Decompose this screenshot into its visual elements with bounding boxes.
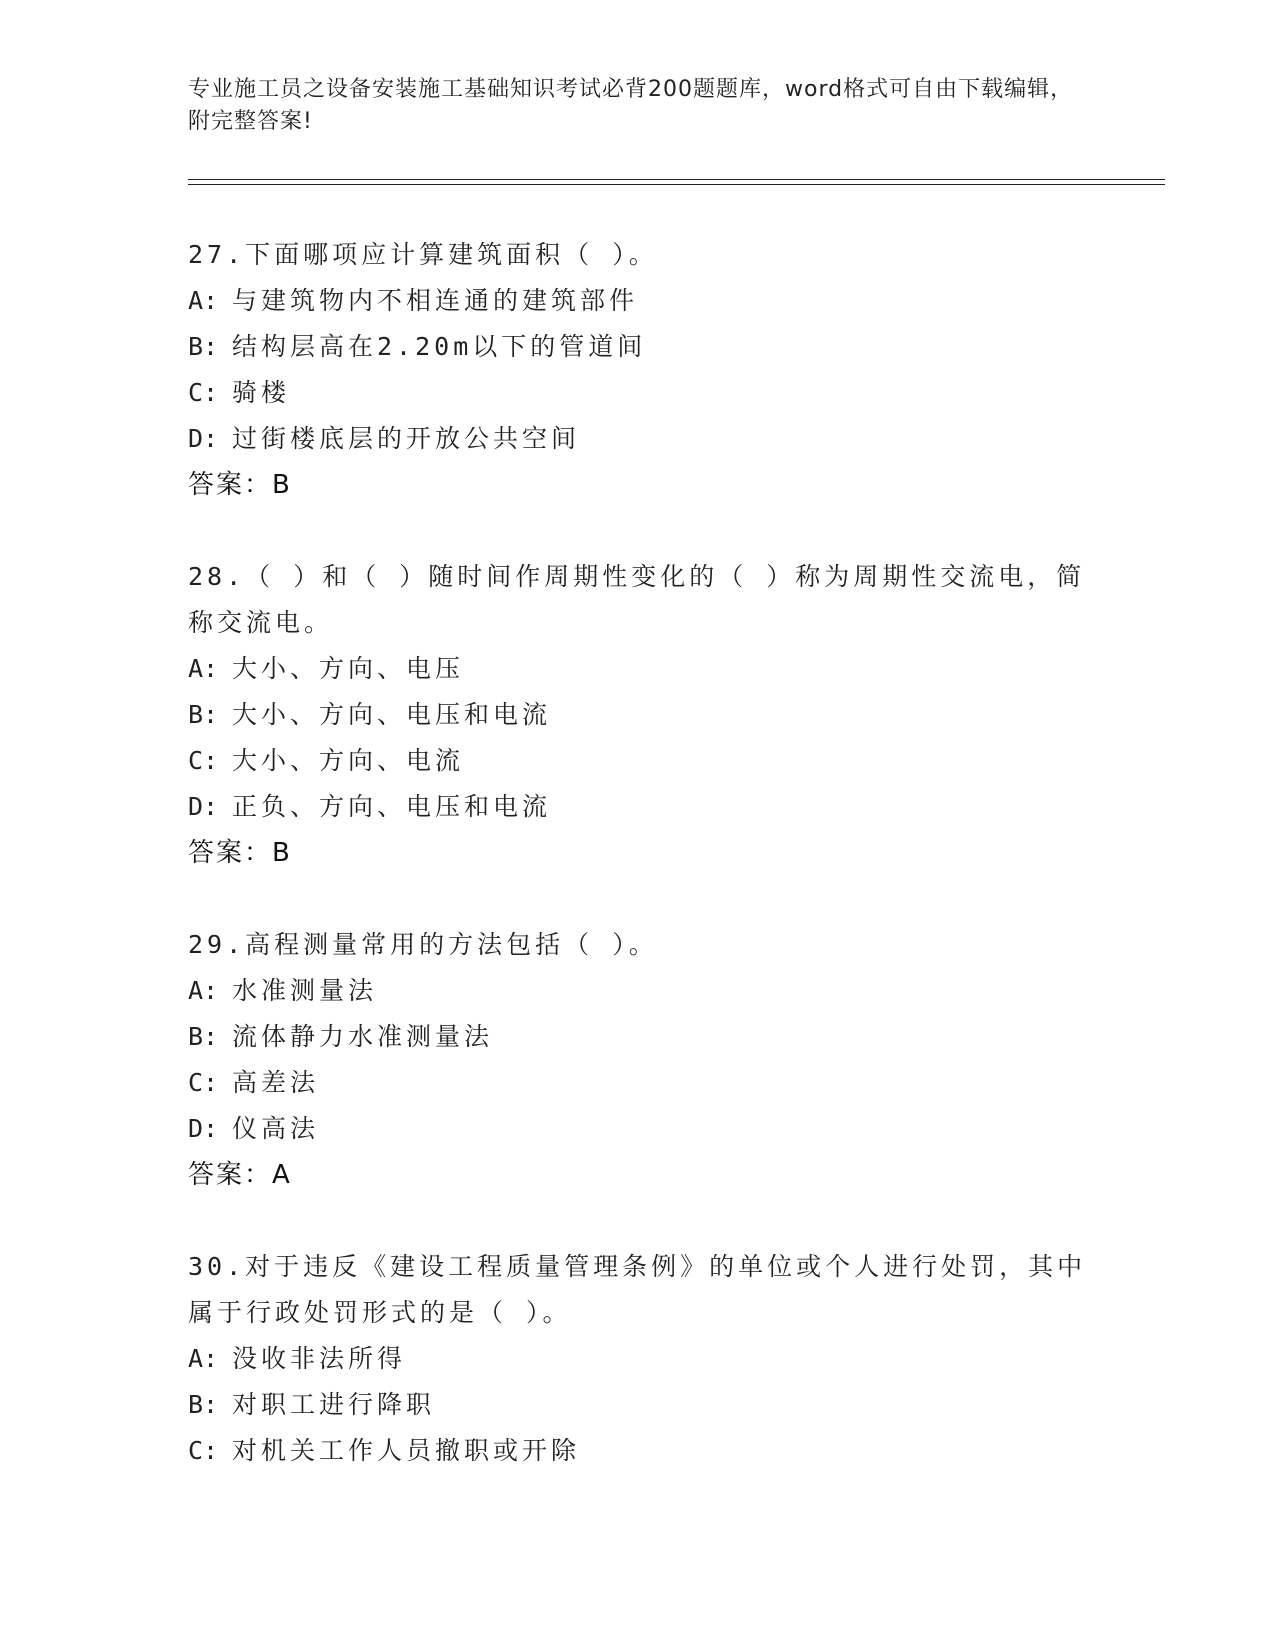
document-header: 专业施工员之设备安装施工基础知识考试必背200题题库，word格式可自由下载编辑，附完整答案!: [188, 77, 1074, 134]
option-letter: B:: [188, 700, 219, 729]
option-letter: B:: [188, 1390, 219, 1419]
option-text: 仪高法: [232, 1114, 320, 1143]
option-d: [188, 416, 1088, 462]
option-text: 大小、方向、电压: [232, 654, 465, 683]
option-c: [188, 1428, 1088, 1474]
option-letter: B:: [188, 332, 219, 361]
answer-line: 答案：B: [188, 470, 292, 500]
option-text: 高差法: [232, 1068, 320, 1097]
option-d: [188, 1106, 1088, 1152]
question-28: [188, 554, 1088, 876]
header-divider-bottom: [188, 184, 1165, 185]
question-30: [188, 1244, 1088, 1474]
option-letter: C:: [188, 746, 219, 775]
option-letter: D:: [188, 1114, 219, 1143]
option-letter: C:: [188, 1436, 219, 1465]
option-d: [188, 784, 1088, 830]
option-letter: B:: [188, 1022, 219, 1051]
option-letter: C:: [188, 378, 219, 407]
option-text: 水准测量法: [232, 976, 378, 1005]
option-c: [188, 738, 1088, 784]
option-a: [188, 968, 1088, 1014]
option-letter: D:: [188, 424, 219, 453]
option-text: 大小、方向、电压和电流: [232, 700, 552, 729]
option-text: 与建筑物内不相连通的建筑部件: [232, 286, 639, 315]
option-c: [188, 370, 1088, 416]
option-text: 结构层高在2.20m以下的管道间: [232, 332, 647, 361]
option-text: 骑楼: [232, 378, 291, 407]
option-letter: C:: [188, 1068, 219, 1097]
answer-line: 答案：B: [188, 838, 292, 868]
header-divider-top: [188, 179, 1165, 180]
option-text: 对职工进行降职: [232, 1390, 436, 1419]
option-b: [188, 1014, 1088, 1060]
option-text: 对机关工作人员撤职或开除: [232, 1436, 581, 1465]
option-c: [188, 1060, 1088, 1106]
option-text: 没收非法所得: [232, 1344, 407, 1373]
option-a: [188, 1336, 1088, 1382]
answer-line: 答案：A: [188, 1160, 292, 1190]
question-text: 29.高程测量常用的方法包括（ ）。: [188, 930, 658, 959]
question-text: 28.（ ）和（ ）随时间作周期性变化的（ ）称为周期性交流电，简称交流电。: [188, 562, 1086, 637]
option-letter: A:: [188, 286, 219, 315]
option-text: 正负、方向、电压和电流: [232, 792, 552, 821]
question-text: 30.对于违反《建设工程质量管理条例》的单位或个人进行处罚，其中属于行政处罚形式的是（ ）。: [188, 1252, 1087, 1327]
option-text: 流体静力水准测量法: [232, 1022, 494, 1051]
option-a: [188, 646, 1088, 692]
option-text: 大小、方向、电流: [232, 746, 465, 775]
option-b: [188, 1382, 1088, 1428]
option-letter: A:: [188, 976, 219, 1005]
option-letter: A:: [188, 1344, 219, 1373]
option-text: 过街楼底层的开放公共空间: [232, 424, 581, 453]
option-b: [188, 324, 1088, 370]
option-letter: A:: [188, 654, 219, 683]
option-b: [188, 692, 1088, 738]
question-27: [188, 232, 1088, 508]
question-text: 27.下面哪项应计算建筑面积（ ）。: [188, 240, 658, 269]
option-a: [188, 278, 1088, 324]
question-29: [188, 922, 1088, 1198]
option-letter: D:: [188, 792, 219, 821]
question-list: [188, 232, 1088, 1520]
